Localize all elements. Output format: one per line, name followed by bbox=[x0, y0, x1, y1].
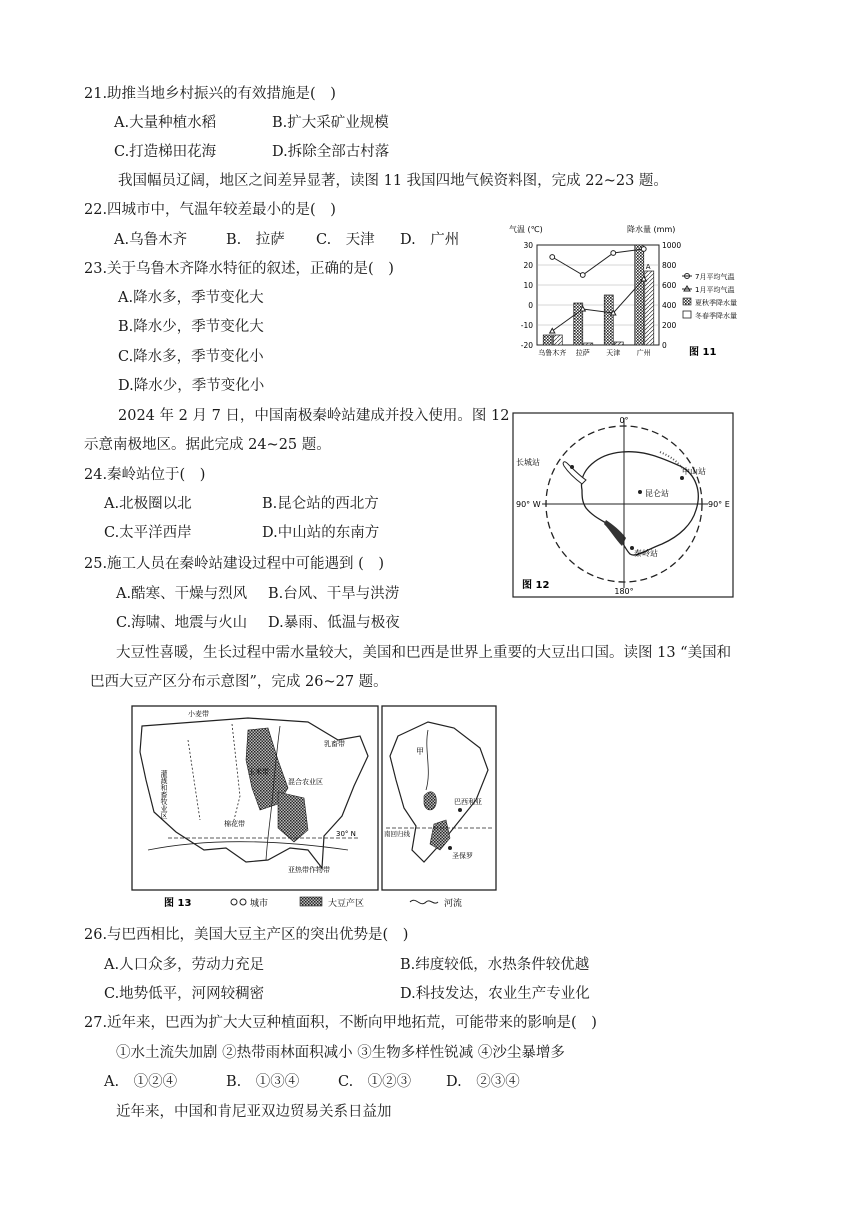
trailing-passage: 近年来，中国和肯尼亚双边贸易关系日益加 bbox=[116, 1104, 392, 1120]
winter-spring-bar bbox=[645, 271, 654, 345]
label-dairy-belt: 乳畜带 bbox=[324, 740, 345, 748]
q21-option-c[interactable]: C.打造梯田花海 bbox=[114, 144, 217, 160]
q27-option-c[interactable]: C. ①②③ bbox=[338, 1074, 412, 1090]
q25-stem: 25.施工人员在秦岭站建设过程中可能遇到 ( ) bbox=[84, 556, 384, 572]
category-label: 拉萨 bbox=[575, 349, 590, 357]
q27-option-d[interactable]: D. ②③④ bbox=[446, 1074, 520, 1090]
legend-soy-swatch bbox=[300, 897, 322, 906]
q23-stem: 23.关于乌鲁木齐降水特征的叙述，正确的是( ) bbox=[84, 261, 394, 277]
right-tick-labels bbox=[662, 241, 681, 350]
q24-option-c[interactable]: C.太平洋西岸 bbox=[104, 525, 192, 541]
q27-items: ①水土流失加剧 ②热带雨林面积减小 ③生物多样性锐减 ④沙尘暴增多 bbox=[116, 1045, 565, 1061]
intro-24-25-line2: 示意南极地区。据此完成 24~25 题。 bbox=[84, 437, 331, 453]
label-90e: 90° E bbox=[708, 500, 730, 509]
july-point bbox=[641, 247, 646, 252]
label-kunlun-station: 昆仑站 bbox=[645, 489, 669, 498]
label-sao-paulo: 圣保罗 bbox=[452, 852, 473, 860]
winter-spring-bar bbox=[553, 335, 562, 345]
left-tick-label: 30 bbox=[523, 241, 533, 250]
legend-city-marker-2 bbox=[240, 899, 246, 905]
sao-paulo-dot bbox=[448, 846, 452, 850]
label-zhongshan-station: 中山站 bbox=[682, 467, 706, 476]
q22-option-c[interactable]: C. 天津 bbox=[316, 232, 375, 248]
bar-mark-label: A bbox=[645, 263, 651, 271]
brasilia-dot bbox=[458, 808, 462, 812]
winter-spring-bar bbox=[584, 343, 593, 345]
left-tick-label: 0 bbox=[528, 301, 533, 310]
label-0-deg: 0° bbox=[619, 416, 629, 425]
figure-12-antarctica-map bbox=[512, 412, 734, 598]
label-cotton-belt: 棉花带 bbox=[224, 820, 245, 828]
right-tick-label: 1000 bbox=[662, 241, 682, 250]
figure-11-caption: 图 11 bbox=[689, 347, 717, 358]
q24-option-a[interactable]: A.北极圈以北 bbox=[104, 496, 192, 512]
legend-soy-label: 大豆产区 bbox=[328, 899, 365, 909]
left-axis-label: 气温 (℃) bbox=[509, 225, 543, 234]
zhongshan-station-dot bbox=[680, 476, 684, 480]
label-subtropical-belt: 亚热带作物带 bbox=[288, 866, 330, 874]
label-30n: 30° N bbox=[336, 830, 356, 838]
q23-option-d[interactable]: D.降水少，季节变化小 bbox=[118, 378, 265, 394]
q24-option-b[interactable]: B.昆仑站的西北方 bbox=[262, 496, 379, 512]
q21-stem: 21.助推当地乡村振兴的有效措施是( ) bbox=[84, 86, 336, 102]
legend-river-symbol bbox=[410, 900, 438, 903]
figure-12-caption: 图 12 bbox=[522, 580, 550, 591]
summer-autumn-bar bbox=[543, 335, 552, 345]
temperature-lines bbox=[550, 247, 647, 333]
right-tick-label: 800 bbox=[662, 261, 677, 270]
left-tick-label: -10 bbox=[520, 321, 533, 330]
figure-13-caption: 图 13 bbox=[164, 898, 192, 909]
right-tick-label: 200 bbox=[662, 321, 677, 330]
q22-option-d[interactable]: D. 广州 bbox=[400, 232, 460, 248]
q27-option-a[interactable]: A. ①②④ bbox=[104, 1074, 178, 1090]
kunlun-station-dot bbox=[638, 490, 642, 494]
category-label: 天津 bbox=[606, 349, 621, 357]
left-tick-labels bbox=[521, 241, 533, 350]
category-label: 乌鲁木齐 bbox=[538, 349, 567, 357]
q24-stem: 24.秦岭站位于( ) bbox=[84, 467, 206, 483]
legend-july-label: 7月平均气温 bbox=[695, 273, 735, 281]
label-mixed-farming: 混合农业区 bbox=[288, 778, 323, 786]
label-tropic: 南回归线 bbox=[384, 830, 410, 838]
brazil-soy-area-north bbox=[424, 792, 436, 810]
legend-city-label: 城市 bbox=[250, 899, 269, 909]
right-tick-label: 600 bbox=[662, 281, 677, 290]
q27-option-b[interactable]: B. ①③④ bbox=[226, 1074, 300, 1090]
label-corn-belt: 玉米带 bbox=[248, 768, 269, 776]
great-wall-station-dot bbox=[570, 465, 574, 469]
summer-autumn-bar bbox=[604, 295, 613, 345]
q26-stem: 26.与巴西相比，美国大豆主产区的突出优势是( ) bbox=[84, 927, 409, 943]
q22-option-b[interactable]: B. 拉萨 bbox=[226, 232, 285, 248]
figure-12-svg bbox=[512, 412, 734, 598]
q23-option-a[interactable]: A.降水多，季节变化大 bbox=[118, 290, 264, 306]
q21-option-b[interactable]: B.扩大采矿业规模 bbox=[272, 115, 389, 131]
q21-option-a[interactable]: A.大量种植水稻 bbox=[114, 115, 217, 131]
left-tick-label: 20 bbox=[523, 261, 533, 270]
label-irrigation-livestock: 灌溉和畜牧业区 bbox=[160, 770, 168, 819]
label-180-deg: 180° bbox=[614, 587, 634, 596]
legend-summer-swatch bbox=[683, 298, 691, 305]
precipitation-bars bbox=[543, 245, 654, 345]
legend-summer-label: 夏秋季降水量 bbox=[695, 299, 737, 307]
label-90w: 90° W bbox=[516, 500, 541, 509]
left-tick-label: 10 bbox=[523, 281, 533, 290]
q24-option-d[interactable]: D.中山站的东南方 bbox=[262, 525, 380, 541]
q25-option-b[interactable]: B.台风、干旱与洪涝 bbox=[268, 586, 400, 602]
q25-option-a[interactable]: A.酷寒、干燥与烈风 bbox=[116, 586, 248, 602]
july-point bbox=[580, 273, 585, 278]
q26-option-a[interactable]: A.人口众多，劳动力充足 bbox=[104, 957, 265, 973]
label-wheat-belt: 小麦带 bbox=[188, 710, 209, 718]
summer-autumn-bar bbox=[635, 245, 644, 345]
july-point bbox=[550, 255, 555, 260]
q27-stem: 27.近年来，巴西为扩大大豆种植面积，不断向甲地拓荒，可能带来的影响是( ) bbox=[84, 1015, 597, 1031]
figure-13-soybean-map bbox=[128, 700, 500, 914]
figure-11-climate-chart bbox=[505, 222, 745, 362]
q26-option-b[interactable]: B.纬度较低，水热条件较优越 bbox=[400, 957, 590, 973]
july-temperature-line bbox=[552, 249, 644, 275]
legend-city-marker-1 bbox=[231, 899, 237, 905]
label-great-wall-station: 长城站 bbox=[516, 458, 540, 467]
left-tick-label: -20 bbox=[520, 341, 533, 350]
q21-option-d[interactable]: D.拆除全部古村落 bbox=[272, 144, 390, 160]
intro-24-25-line1: 2024 年 2 月 7 日，中国南极秦岭站建成并投入使用。图 12 bbox=[118, 408, 510, 424]
label-qinling-station: 秦岭站 bbox=[634, 549, 658, 558]
july-point bbox=[611, 251, 616, 256]
figure-13-svg bbox=[128, 700, 500, 914]
legend-jan-label: 1月平均气温 bbox=[695, 286, 735, 294]
label-brasilia: 巴西利亚 bbox=[454, 798, 482, 806]
right-tick-label: 400 bbox=[662, 301, 677, 310]
intro-26-27-line1: 大豆性喜暖，生长过程中需水量较大，美国和巴西是世界上重要的大豆出口国。读图 13 “美国和 bbox=[116, 645, 732, 661]
category-labels bbox=[538, 348, 651, 357]
q25-option-d[interactable]: D.暴雨、低温与极夜 bbox=[268, 615, 400, 631]
q23-option-c[interactable]: C.降水多，季节变化小 bbox=[118, 349, 264, 365]
legend-river-label: 河流 bbox=[444, 899, 463, 909]
q25-option-c[interactable]: C.海啸、地震与火山 bbox=[116, 615, 248, 631]
label-jia: 甲 bbox=[416, 747, 424, 756]
right-tick-label: 0 bbox=[662, 341, 667, 350]
right-axis-label: 降水量 (mm) bbox=[627, 225, 676, 234]
q22-stem: 22.四城市中，气温年较差最小的是( ) bbox=[84, 202, 336, 218]
winter-spring-bar bbox=[614, 342, 623, 345]
q22-option-a[interactable]: A.乌鲁木齐 bbox=[114, 232, 188, 248]
legend-winter-label: 冬春季降水量 bbox=[695, 312, 737, 320]
q26-option-d[interactable]: D.科技发达，农业生产专业化 bbox=[400, 986, 590, 1002]
q26-option-c[interactable]: C.地势低平，河网较稠密 bbox=[104, 986, 265, 1002]
intro-26-27-line2: 巴西大豆产区分布示意图”，完成 26~27 题。 bbox=[90, 674, 388, 690]
q23-option-b[interactable]: B.降水少，季节变化大 bbox=[118, 319, 264, 335]
legend-winter-swatch bbox=[683, 311, 691, 318]
legend bbox=[682, 272, 737, 320]
category-label: 广州 bbox=[636, 349, 651, 357]
figure-11-svg bbox=[505, 222, 745, 362]
intro-22-23: 我国幅员辽阔，地区之间差异显著，读图 11 我国四地气候资料图，完成 22~23 题。 bbox=[118, 173, 668, 189]
